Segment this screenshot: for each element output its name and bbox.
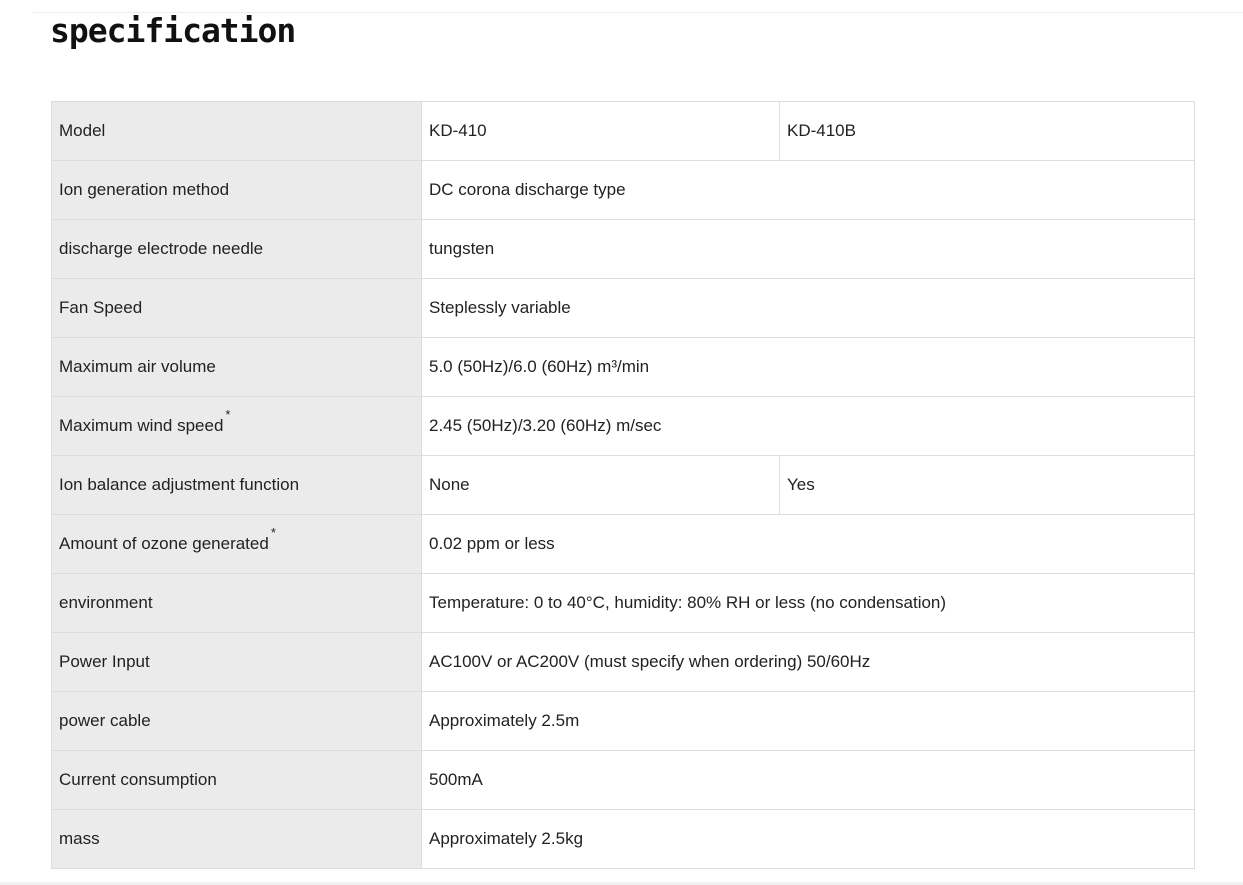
row-value: tungsten (422, 220, 1195, 279)
row-value: 500mA (422, 751, 1195, 810)
row-value: 5.0 (50Hz)/6.0 (60Hz) m³/min (422, 338, 1195, 397)
row-value: KD-410B (780, 102, 1195, 161)
row-value: None (422, 456, 780, 515)
table-row-ion-balance-adjustment (52, 456, 1195, 515)
table-row-ion-generation-method (52, 161, 1195, 220)
table-row-power-cable (52, 692, 1195, 751)
table-row-current-consumption (52, 751, 1195, 810)
row-value: 2.45 (50Hz)/3.20 (60Hz) m/sec (422, 397, 1195, 456)
table-row-fan-speed (52, 279, 1195, 338)
row-value: Yes (780, 456, 1195, 515)
row-label: power cable (52, 692, 422, 751)
row-label: Maximum wind speed (59, 416, 224, 435)
row-value: Approximately 2.5kg (422, 810, 1195, 869)
table-row-model (52, 102, 1195, 161)
row-value: Steplessly variable (422, 279, 1195, 338)
table-row-maximum-air-volume (52, 338, 1195, 397)
row-value: Temperature: 0 to 40°C, humidity: 80% RH or less (no condensation) (422, 574, 1195, 633)
row-label: Current consumption (52, 751, 422, 810)
table-row-mass (52, 810, 1195, 869)
row-label: Power Input (52, 633, 422, 692)
row-value: Approximately 2.5m (422, 692, 1195, 751)
specification-table (51, 101, 1195, 869)
row-value: KD-410 (422, 102, 780, 161)
table-row-discharge-electrode-needle (52, 220, 1195, 279)
footnote-marker: * (270, 525, 276, 540)
table-row-power-input (52, 633, 1195, 692)
row-label: Ion generation method (52, 161, 422, 220)
row-label: environment (52, 574, 422, 633)
row-label: Maximum air volume (52, 338, 422, 397)
row-label-cell (52, 397, 422, 456)
row-label: Model (52, 102, 422, 161)
footnote-marker: * (225, 407, 231, 422)
table-row-ozone-generated (52, 515, 1195, 574)
row-label: Fan Speed (52, 279, 422, 338)
row-label: mass (52, 810, 422, 869)
table-row-environment (52, 574, 1195, 633)
table-row-maximum-wind-speed (52, 397, 1195, 456)
row-value: DC corona discharge type (422, 161, 1195, 220)
row-label: discharge electrode needle (52, 220, 422, 279)
row-value: AC100V or AC200V (must specify when ordering) 50/60Hz (422, 633, 1195, 692)
row-label-cell (52, 515, 422, 574)
row-value: 0.02 ppm or less (422, 515, 1195, 574)
row-label: Ion balance adjustment function (52, 456, 422, 515)
row-label: Amount of ozone generated (59, 534, 269, 553)
page-title: specification (50, 11, 296, 50)
